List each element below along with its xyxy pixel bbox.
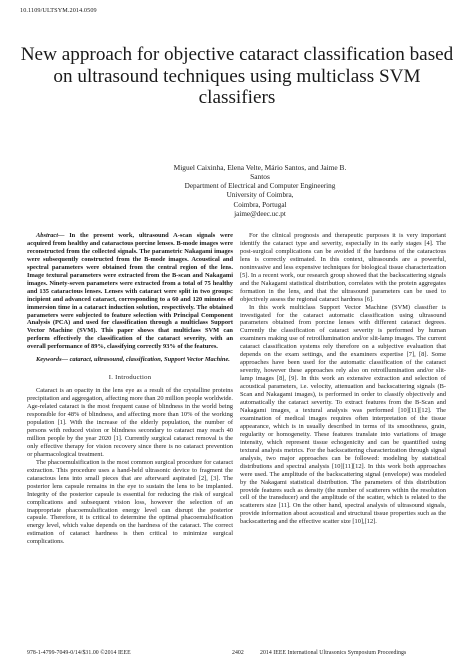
author-university: University of Coimbra, — [226, 191, 294, 200]
abstract-label: Abstract — [36, 232, 59, 239]
abstract-paragraph — [27, 232, 233, 351]
doi-label: 10.1109/ULTSYM.2014.0509 — [20, 7, 97, 14]
keywords-text: — cataract, ultrasound, classification, Support Vector Machine. — [61, 356, 230, 364]
author-names: Miguel Caixinha, Elena Velte, Mário Santos, and Jaime B. Santos — [173, 163, 347, 182]
footer-isbn: 978-1-4799-7049-0/14/$31.00 ©2014 IEEE — [27, 650, 131, 656]
keywords-paragraph — [27, 356, 233, 364]
right-column — [240, 232, 446, 526]
paper-title: New approach for objective cataract classification based on ultrasound techniques using multiclass SVM classifiers — [20, 44, 454, 108]
footer-page-number: 2402 — [232, 650, 244, 656]
body-paragraph: The phacoemulsification is the most common surgical procedure for cataract extraction. This procedure uses a hand-held ultrasonic device to fragment the cataractous lens into small pieces that are afterward aspirated [2], [3]. The posterior lens capsule remains in the eye to sustain the lens to be implanted. Integrity of the posterior capsule is essential for reducing the risk of surgical complications and subsequent vision loss, however the selection of an inappropriate phacoemulsification energy level can disrupt the posterior capsule. Therefore, it is critical to determine the optimal phacoemulsification energy level, which value depends on the hardness of the cataract. The correct estimation of cataract hardness is then critical to minimize surgical complications. — [27, 458, 233, 546]
body-paragraph: For the clinical prognosis and therapeutic purposes it is very important identify the cataract type and severity, especially in its early stages [4]. The post-surgical complications can be avoided if the hardness of the cataractous lens is correctly estimated. In this context, ultrasounds are a powerful, noninvasive and less expensive techniques for biological tissue characterization [5]. In a recent work, our research group showed that the backscattering signals and the Nakagami statistical distribution, correlates with the protein aggregates formation in the lens, and that the ultrasound parameters can be used to objectively assess the regional cataract hardness [6]. — [240, 232, 446, 303]
author-email[interactable]: jaime@deec.uc.pt — [234, 210, 286, 219]
body-paragraph: Cataract is an opacity in the lens eye as a result of the crystalline proteins precipitation and aggregation, affecting more than 20 million people worldwide. Age-related cataract is the most frequent cause of blindness in the world being responsible for 48% of blindness, and affecting more than 10% of the working population [1]. With the increase of the elderly population, the number of persons with reduced vision or blindness secondary to cataract may reach 40 million people by the year 2020 [1]. Currently surgical cataract removal is the only effective therapy for vision recovery since there is no cataract prevention or pharmacological treatment. — [27, 387, 233, 458]
footer-proceedings: 2014 IEEE International Ultrasonics Symposium Proceedings — [260, 650, 407, 656]
body-paragraph: In this work multiclass Support Vector Machine (SVM) classifier is investigated for the cataract automatic classification using ultrasound parameters obtained from porcine lenses with different cataract degrees. Currently the classification of cataract severity is performed by human examiners making use of retroillumination and/or slit-lamp images. The current cataract classification systems rely therefore on a subjective evaluation that depends on the exam settings, and the examiners expertise [7], [8]. Some approaches have been used for the automatic classification of the cataract severity, however these approaches rely also on retroillumination and/or slit-lamp images [8], [9]. In this work an extensive extraction and selection of acoustical parameters, i.e. velocity, attenuation and backscattering signals (B-Scan and Nakagami images), is performed in order to classify objectively and automatically the cataract severity. To extract features from the B-Scan and Nakagami images, a textural analysis was performed [10][11][12]. The examination of medical images requires often interpretation of the tissue appearance, which is in usually described in terms of its smoothness, grain, regularity or homogeneity. These features translate into variations of image intensity, which represent tissue echogenicity and can be quantified using textural analysis metrics. For the backscattering characterization through signal analysis, two major approaches can be followed: modeling by statistical distributions and spectral analysis [10][11][12]. In this work both approaches were used. The amplitude of the backscattering signal (envelope) was modeled by the Nakagami statistical distribution. The parameters of this distribution provide features such as density (the number of scatterers within the resolution cell of the transducer) and the amplitude of the scatter, which is related to the scatterers size [11]. On the other hand, spectral analysis of ultrasound signals, provide information about acoustical and structural tissue properties such as the backscattering and the effective scatter size [10],[12]. — [240, 303, 446, 526]
author-city: Coimbra, Portugal — [233, 200, 287, 209]
abstract-text: — In the present work, ultrasound A-scan signals were acquired from healthy and cataractous porcine lenses. B-mode images were reconstructed from the collected signals. The parametric Nakagami images were subsequently constructed from the B-mode images. Acoustical and spectral parameters were obtained from the central region of the lens. Image textural parameters were extracted from the B-scan and Nakagami images. Ninety-seven parameters were extracted from a total of 75 healthy and 135 cataractous lenses. Lenses with cataract were split in two groups: incipient and advanced cataract, corresponding to a 60 and 120 minutes of immersion time in a cataract induction solution, respectively. The obtained parameters were subjected to feature selection with Principal Component Analysis (PCA) and used for classification through a multiclass Support Vector Machine (SVM). This paper shows that multiclass SVM can perform effectively the classification of the cataract severity, with an overall performance of 89%, classifying correctly 93% of the features. — [27, 232, 233, 351]
author-block — [165, 163, 355, 219]
author-department: Department of Electrical and Computer Engineering — [184, 181, 336, 190]
left-column — [27, 232, 233, 546]
keywords-label: Keywords — [36, 356, 62, 364]
section-heading-introduction: I. Introduction — [108, 374, 152, 382]
